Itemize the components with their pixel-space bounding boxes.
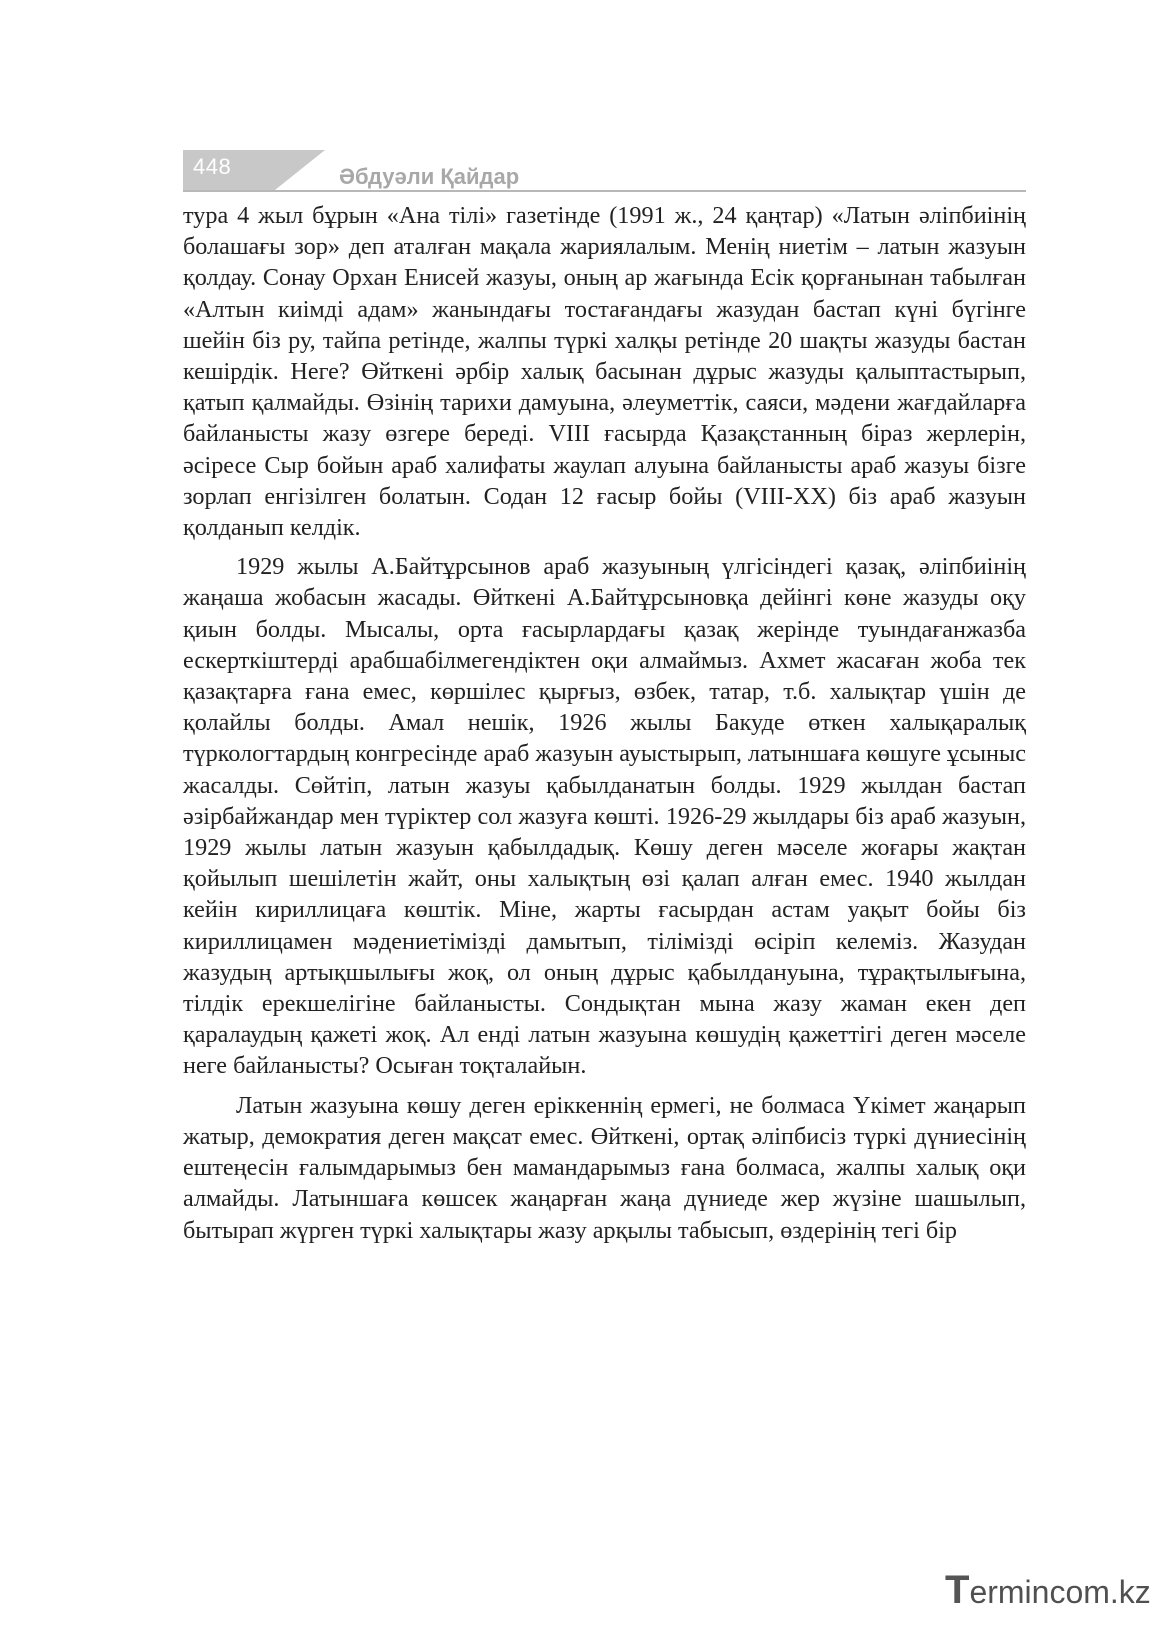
termincom-watermark xyxy=(945,1568,1151,1613)
page-header xyxy=(183,150,1026,195)
running-author: Әбдуәли Қайдар xyxy=(339,164,520,189)
page-number-box xyxy=(183,150,275,190)
watermark-o: o xyxy=(1065,1574,1084,1610)
body-text xyxy=(183,200,1026,1254)
paragraph-1: тура 4 жыл бұрын «Ана тілі» газетінде (1991 ж., 24 қаңтар) «Латын әліпбиінің болашағы зор» деп аталған мақала жариялалым. Менің ниетім – латын жазуын қолдау. Сонау Орхан Енисей жазуы, оның ар жағында Есік қорғанынан табылған «Алтын киімді адам» жанындағы тостағандағы жазудан бастап күні бүгінге шейін біз ру, тайпа ретінде, жалпы түркі халқы ретінде 20 шақты жазуды бастан кешірдік. Неге? Өйткені әрбір халық басынан дұрыс жазуды қалыптастырып, қатып қалмайды. Өзінің тарихи дамуына, әлеуметтік, саяси, мәдени жағдайларға байланысты жазу өзгере береді. VIII ғасырда Қазақстанның біраз жерлерін, әсіресе Сыр бойын араб халифаты жаулап алуына байланысты араб жазуы бізге зорлап енгізілген болатын. Содан 12 ғасыр бойы (VIII-XX) біз араб жазуын қолданып келдік. xyxy=(183,202,1026,542)
paragraph-2: 1929 жылы А.Байтұрсынов араб жазуының үлгісіндегі қазақ, әліпбиінің жаңаша жобасын жасады. Өйткені А.Байтұрсыновқа дейінгі көне жазуды оқу қиын болды. Мысалы, орта ғасырлардағы қазақ жерінде туындағанжазба ескерткіштерді арабшабілмегендіктен оқи алмаймыз. Ахмет жасаған жоба тек қазақтарға ғана емес, көршілес қырғыз, өзбек, татар, т.б. халықтар үшін де қолайлы болды. Амал нешік, 1926 жылы Бакуде өткен халықаралық түркологтардың конгресінде араб жазуын ауыстырып, латыншаға көшуге ұсыныс жасалды. Сөйтіп, латын жазуы қабылданатын болды. 1929 жылдан бастап әзірбайжандар мен түріктер сол жазуға көшті. 1926-29 жылдары біз араб жазуын, 1929 жылы латын жазуын қабылдадық. Көшу деген мәселе жоғары жақтан қойылып шешілетін жайт, оны халықтың өзі қалап алған емес. 1940 жылдан кейін кириллицаға көштік. Міне, жарты ғасырдан астам уақыт бойы біз кириллицамен мәдениетімізді дамытып, тілімізді өсіріп келеміз. Жазудан жазудың артықшылығы жоқ, ол оның дұрыс қабылдануына, тұрақтылығына, тілдік ерекшелігіне байланысты. Сондықтан мына жазу жаман екен деп қаралаудың қажеті жоқ. Ал енді латын жазуына көшудің қажеттігі деген мәселе неге байланысты? Осыған тоқталайын. xyxy=(183,553,1026,1080)
watermark-t: T xyxy=(945,1568,970,1612)
watermark-text: erminc xyxy=(969,1574,1066,1610)
watermark-rest: m.kz xyxy=(1083,1574,1151,1610)
paragraph-3: Латын жазуына көшу деген еріккеннің ермегі, не болмаса Үкімет жаңарып жатыр, демократия деген мақсат емес. Өйткені, ортақ әліпбисіз түркі дүниесінің ештеңесін ғалымдарымыз бен мамандарымыз ғана болмаса, жалпы халық оқи алмайды. Латыншаға көшсек жаңарған жаңа дүниеде жер жүзіне шашылып, бытырап жүрген түркі халықтары жазу арқылы табысып, өздерінің тегі бір xyxy=(183,1091,1026,1244)
page-number-tab xyxy=(275,150,325,190)
header-rule xyxy=(183,190,1026,192)
page-number: 448 xyxy=(193,154,232,179)
